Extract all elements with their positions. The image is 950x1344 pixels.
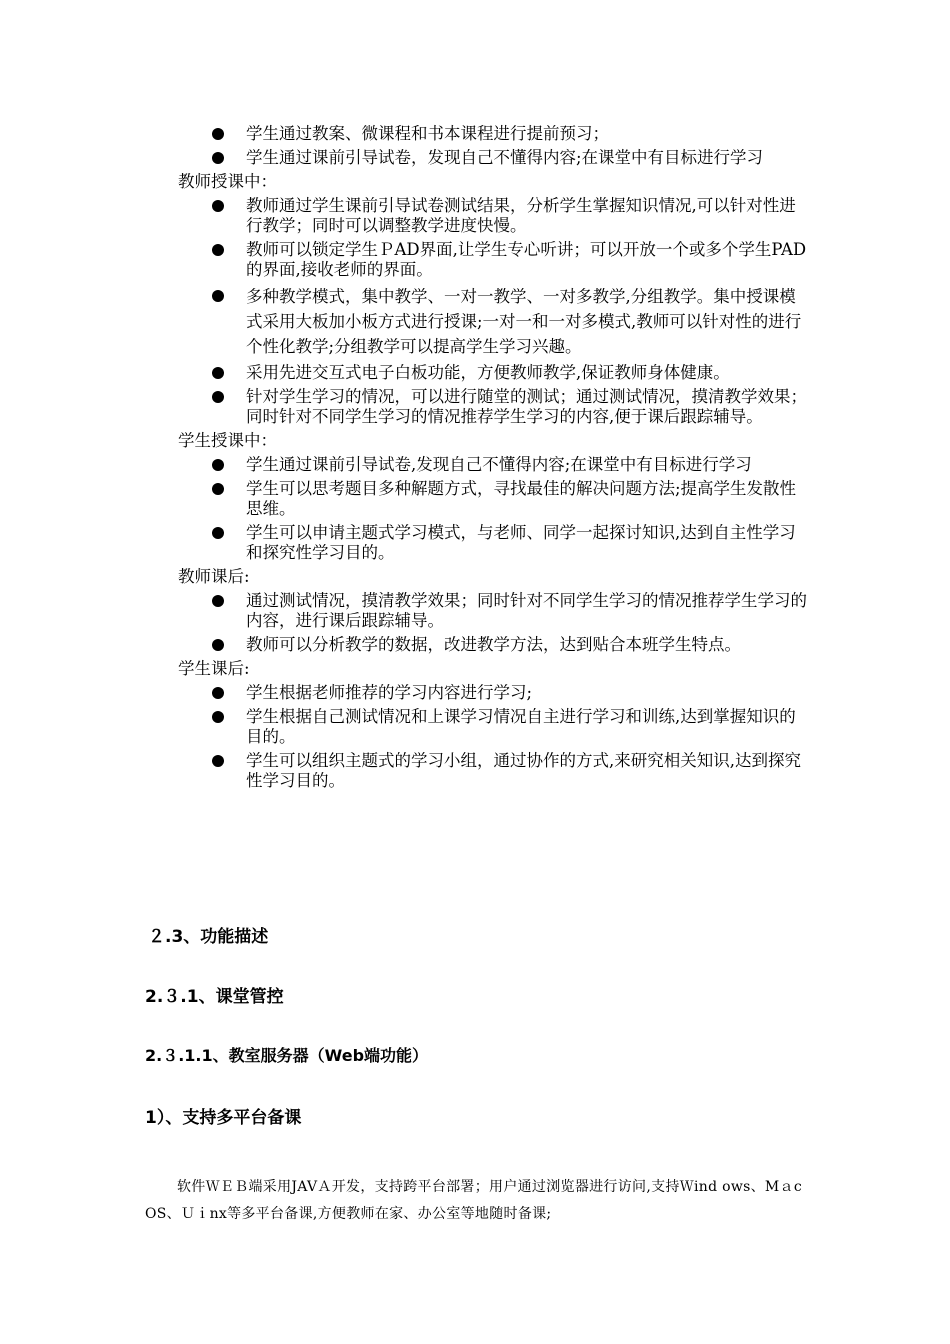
bullet-icon [212, 391, 224, 403]
bullet-icon [212, 152, 224, 164]
bullet-icon [212, 483, 224, 495]
bullet-icon [212, 527, 224, 539]
student-after-list [0, 683, 950, 791]
list-item: 学生通过课前引导试卷，发现自己不懂得内容;在课堂中有目标进行学习 [0, 148, 950, 168]
bullet-icon [212, 687, 224, 699]
list-item: 教师可以锁定学生ＰAD界面,让学生专心听讲；可以开放一个或多个学生PAD的界面,接收老师的界面。 [0, 240, 950, 280]
content-flow [0, 124, 950, 795]
section-label: 教师授课中： [178, 172, 277, 191]
list-item: 学生根据老师推荐的学习内容进行学习; [0, 683, 950, 703]
list-item: 学生根据自己测试情况和上课学习情况自主进行学习和训练,达到掌握知识的目的。 [0, 707, 950, 747]
bullet-icon [212, 711, 224, 723]
list-item: 学生可以申请主题式学习模式，与老师、同学一起探讨知识,达到自主性学习和探究性学习目的。 [0, 523, 950, 563]
list-item: 学生通过课前引导试卷,发现自己不懂得内容;在课堂中有目标进行学习 [0, 455, 950, 475]
bullet-icon [212, 290, 224, 302]
list-item: 针对学生学习的情况，可以进行随堂的测试；通过测试情况，摸清教学效果；同时针对不同学生学习的情况推荐学生学习的内容,便于课后跟踪辅导。 [0, 387, 950, 427]
list-item: 学生可以思考题目多种解题方式，寻找最佳的解决问题方法;提高学生发散性思维。 [0, 479, 950, 519]
bullet-icon [212, 639, 224, 651]
student-in-list [0, 455, 950, 563]
heading-classroom-server: 2.３.1.1、教室服务器（Web端功能） [145, 1046, 429, 1065]
list-item: 通过测试情况，摸清教学效果；同时针对不同学生学习的情况推荐学生学习的内容，进行课后跟踪辅导。 [0, 591, 950, 631]
list-item: 采用先进交互式电子白板功能，方便教师教学,保证教师身体健康。 [0, 363, 950, 383]
heading-classroom-control: 2.３.1、课堂管控 [145, 987, 284, 1007]
bullet-icon [212, 128, 224, 140]
student-pre-list [0, 124, 950, 168]
teacher-in-list [0, 196, 950, 427]
bullet-icon [212, 367, 224, 379]
teacher-after-list [0, 591, 950, 655]
section-label: 学生授课中： [178, 431, 277, 450]
bullet-icon [212, 755, 224, 767]
heading-multi-platform: 1）、支持多平台备课 [145, 1108, 302, 1128]
list-item: 教师可以分析教学的数据，改进教学方法，达到贴合本班学生特点。 [0, 635, 950, 655]
bullet-icon [212, 200, 224, 212]
list-item: 学生通过教案、微课程和书本课程进行提前预习； [0, 124, 950, 144]
bullet-icon [212, 459, 224, 471]
list-item: 多种教学模式，集中教学、一对一教学、一对多教学,分组教学。集中授课模式采用大板加小板方式进行授课;一对一和一对多模式,教师可以针对性的进行个性化教学;分组教学可以提高学生学习兴趣。 [0, 284, 950, 359]
bullet-icon [212, 595, 224, 607]
bullet-icon [212, 244, 224, 256]
section-label: 学生课后: [178, 659, 250, 678]
section-label: 教师课后: [178, 567, 250, 586]
list-item: 教师通过学生课前引导试卷测试结果，分析学生掌握知识情况,可以针对性进行教学；同时可以调整教学进度快慢。 [0, 196, 950, 236]
heading-functional-description: ２.3、功能描述 [148, 927, 269, 947]
body-paragraph: 软件ＷＥＢ端采用JAVＡ开发，支持跨平台部署；用户通过浏览器进行访问,支持Ｗind ows、Mａc OS、Ｕｉnx等多平台备课,方便教师在家、办公室等地随时备课; [145, 1179, 802, 1222]
list-item: 学生可以组织主题式的学习小组，通过协作的方式,来研究相关知识,达到探究性学习目的。 [0, 751, 950, 791]
